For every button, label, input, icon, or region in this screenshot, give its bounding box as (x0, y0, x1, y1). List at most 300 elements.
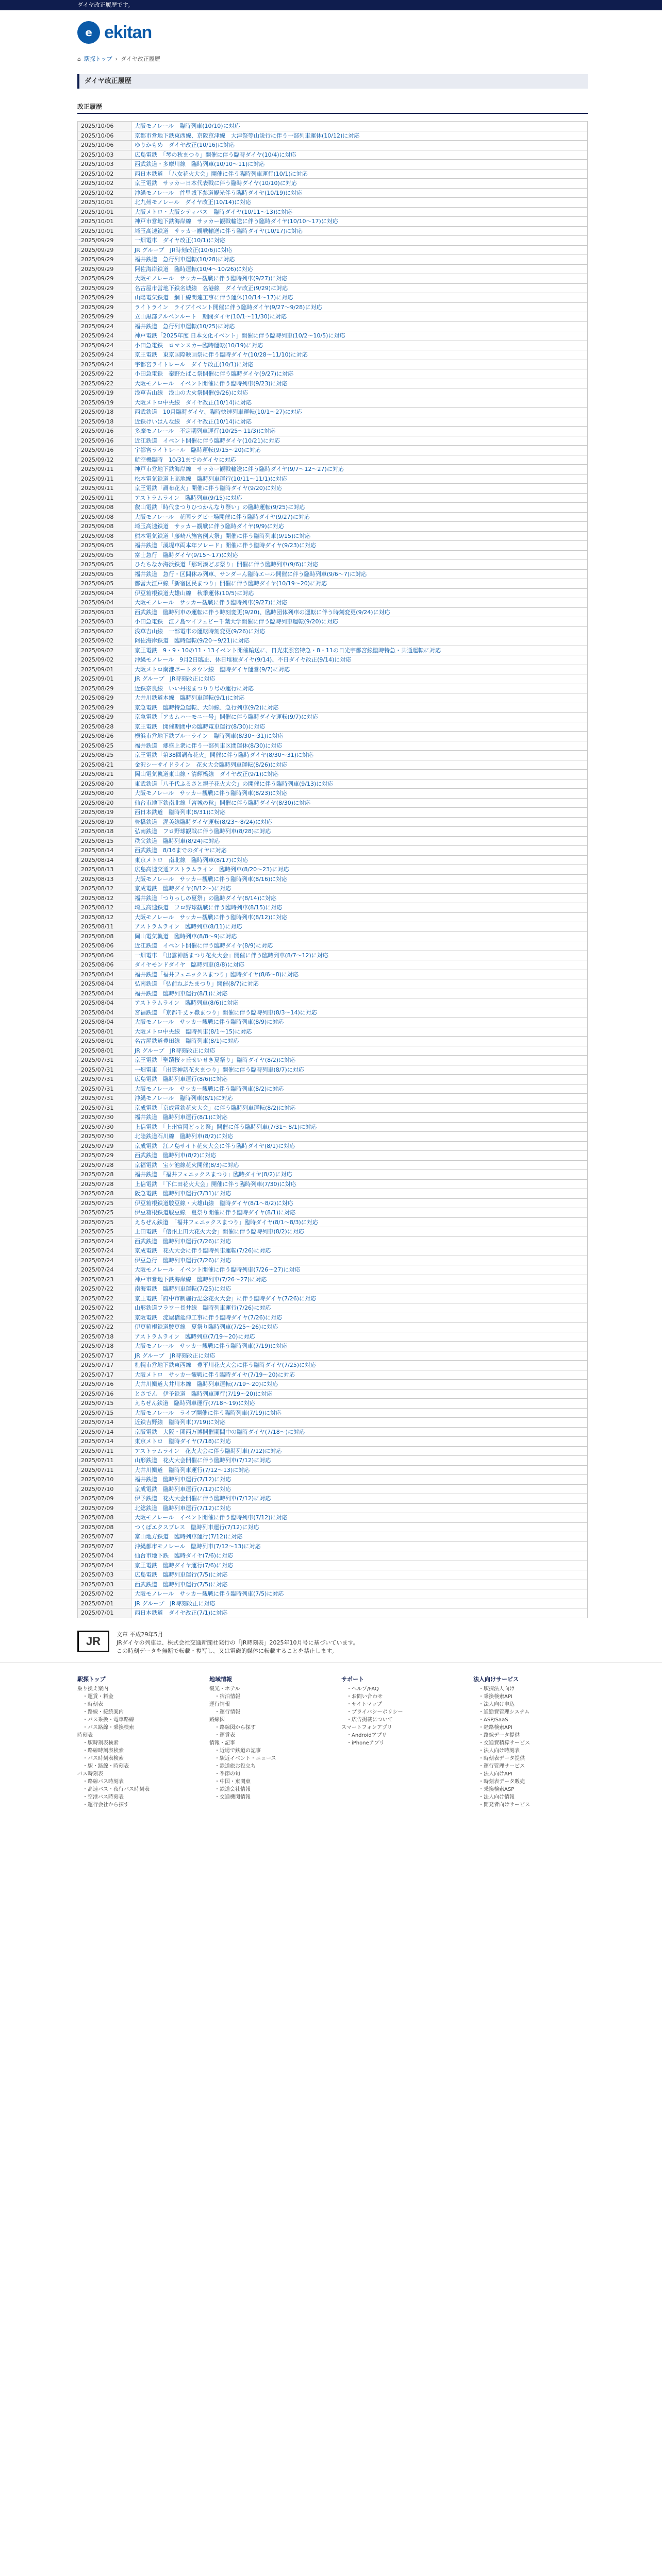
revision-link[interactable]: 富士急行 臨時ダイヤ(9/15～17)に対応 (135, 551, 239, 558)
revision-description (131, 674, 588, 684)
footer-link[interactable]: ・路線データ提供 (478, 1732, 520, 1738)
revision-link[interactable]: アストラムライン 臨時列車(8/11)に対応 (135, 923, 242, 930)
revision-link[interactable]: 大阪モノレール サッカー観戦に伴う臨時列車(8/9)に対応 (135, 1019, 284, 1026)
revision-link[interactable]: 京阪電鉄 淀屋橋延伸工事に伴う臨時ダイヤ(7/26)に対応 (135, 1314, 283, 1321)
revision-link[interactable]: 札幌市営地下鉄東西線 豊平川花火大会に伴う臨時ダイヤ(7/25)に対応 (135, 1362, 317, 1369)
revision-link[interactable]: 北総鉄道 臨時列車運行(7/12)に対応 (135, 1504, 231, 1512)
footer-link[interactable]: ・空港バス時刻表 (82, 1794, 124, 1800)
revision-link[interactable]: 都営大江戸線「新宿区民まつり」開催に伴う臨時ダイヤ(10/19～20)に対応 (135, 580, 327, 587)
revision-link[interactable]: 大阪モノレール イベント開催に伴う臨時列車(9/23)に対応 (135, 380, 288, 387)
revision-link[interactable]: 京王電鉄 サッカー日本代表戦に伴う臨時ダイヤ(10/10)に対応 (135, 180, 297, 187)
footer-column-title[interactable]: 法人向けサービス (473, 1675, 519, 1683)
revision-date: 2025/08/14 (78, 855, 131, 865)
revision-description (131, 760, 588, 770)
revision-link[interactable]: 広島電鉄 臨時列車運行(7/5)に対応 (135, 1571, 228, 1579)
footer-link[interactable]: ・交通費精算サービス (478, 1740, 530, 1746)
revision-link[interactable]: 埼玉高速鉄道 サッカー観戦に伴う臨時ダイヤ(9/9)に対応 (135, 523, 284, 530)
revision-link[interactable]: 大阪モノレール 臨時列車(10/10)に対応 (135, 123, 240, 130)
revision-link[interactable]: 大阪モノレール イベント開催に伴う臨時列車(7/26～27)に対応 (135, 1266, 301, 1274)
revision-link[interactable]: ダイヤモンドダイヤ 臨時列車(8/8)に対応 (135, 961, 244, 969)
revision-link[interactable]: 京都市営地下鉄東西線、京阪京津線 大津祭等山説行に伴う一部列車運休(10/12)に対応 (135, 132, 360, 139)
revision-link[interactable]: JR グループ JR時刻改正(10/6)に対応 (135, 246, 233, 253)
revision-description (131, 207, 588, 217)
ekitan-logo-text[interactable]: ekitan (104, 22, 152, 42)
revision-description (131, 455, 588, 465)
table-row (78, 693, 588, 703)
revision-link[interactable]: 西武鉄道 臨時列車運行(7/26)に対応 (135, 1238, 231, 1245)
footer-column-title[interactable]: サポート (341, 1675, 364, 1683)
revision-link[interactable]: 福井鉄道 臨時列車運行(7/12)に対応 (135, 1476, 231, 1483)
revision-link[interactable]: 伊豆急行 臨時列車運行(7/26)に対応 (135, 1257, 231, 1264)
revision-link[interactable]: 多摩モノレール 不定期列車運行(10/25～11/3)に対応 (135, 428, 276, 435)
revision-link[interactable]: 京成電鉄 花火大会に伴う臨時列車運転(7/26)に対応 (135, 1247, 271, 1255)
revision-link[interactable]: 大阪モノレール 花園ラグビー場開催に伴う臨時ダイヤ(9/27)に対応 (135, 513, 310, 520)
revision-description (131, 312, 588, 322)
revision-link[interactable]: 沖縄モノレール 首里城下参道観光伴う臨時ダイヤ(10/19)に対応 (135, 189, 303, 196)
footer-link[interactable]: ・高速バス・夜行バス時刻表 (82, 1786, 150, 1792)
revision-link[interactable]: 大阪モノレール サッカー観戦に伴う臨時列車(7/5)に対応 (135, 1590, 284, 1598)
revision-link[interactable]: 沖縄モノレール 臨時列車(8/1)に対応 (135, 1095, 233, 1102)
table-row (78, 1313, 588, 1323)
revision-link[interactable]: 福井鉄道 郷盛上衆に伴う一部列車区間運休(8/30)に対応 (135, 742, 283, 749)
revision-link[interactable]: 大阪モノレール ライブ開催に伴う臨時列車(7/19)に対応 (135, 1409, 282, 1416)
table-row (78, 550, 588, 560)
revision-link[interactable]: 広島高速交通アストラムライン 臨時列車(8/20～23)に対応 (135, 866, 289, 873)
revision-link[interactable]: 西日本鉄道 「八女花火大会」開催に伴う臨時列車運行(10/1)に対応 (135, 170, 308, 177)
revision-link[interactable]: 大阪モノレール サッカー観戦に伴う臨時列車(7/19)に対応 (135, 1343, 288, 1350)
footer-link[interactable]: ・法人向け時刻表 (478, 1748, 520, 1754)
table-row (78, 569, 588, 579)
footer-link[interactable]: ・時刻表データ販売 (478, 1778, 525, 1785)
revision-date: 2025/09/04 (78, 598, 131, 608)
footer-link[interactable]: ・交通機関情報 (214, 1794, 251, 1800)
footer-link[interactable]: ・ASP/SaaS (478, 1717, 508, 1723)
footer-link[interactable]: ・運賃・料金 (82, 1693, 113, 1700)
revision-link[interactable]: 東京メトロ 南北線 臨時列車(8/17)に対応 (135, 856, 249, 863)
revision-link[interactable]: 大阪メトロ中央線 臨時列車(8/1～15)に対応 (135, 1028, 252, 1035)
footer-link[interactable]: ・開発者向けサービス (478, 1802, 530, 1808)
footer-link[interactable]: ・バス乗換・電車路線 (82, 1717, 134, 1723)
revision-description (131, 1056, 588, 1065)
revision-description (131, 474, 588, 484)
footer-link[interactable]: ・通勤費管理システム (478, 1709, 529, 1715)
revision-link[interactable]: 福井鉄道「つりっしの夏祭」の臨時ダイヤ(8/14)に対応 (135, 894, 277, 902)
footer-link[interactable]: ・路線時刻表検索 (82, 1748, 124, 1754)
table-row (78, 1323, 588, 1332)
footer-link[interactable]: ・路線図から探す (214, 1724, 256, 1731)
footer-link[interactable]: ・運行管理サービス (478, 1763, 525, 1769)
revision-date: 2025/07/30 (78, 1122, 131, 1132)
revision-link[interactable]: 大阪モノレール サッカー観戦に伴う臨時列車(8/16)に対応 (135, 875, 288, 883)
revision-link[interactable]: 小田急電鉄 秦野たばこ祭開催に伴う臨時ダイヤ(9/27)に対応 (135, 370, 294, 378)
footer-link[interactable]: ・お問い合わせ (346, 1693, 383, 1700)
revision-link[interactable]: 富山地方鉄道 臨時列車運行(7/12)に対応 (135, 1533, 243, 1540)
table-row (78, 1513, 588, 1523)
revision-link[interactable]: JR グループ JR時刻改正に対応 (135, 1352, 216, 1359)
revision-link[interactable]: 宇都宮ライトレール ダイヤ改正(10/1)に対応 (135, 361, 254, 368)
revision-link[interactable]: 沖縄モノレール 9月2日臨止、休日堆積ダイヤ(9/14)、不日ダイヤ改正(9/14)に対応 (135, 656, 352, 664)
revision-link[interactable]: えちぜん鉄道 臨時列車運行(7/18～19)に対応 (135, 1400, 255, 1407)
revision-link[interactable]: 小田急電鉄 ロマンスカー臨時運転(10/19)に対応 (135, 342, 263, 349)
revision-link[interactable]: 福井鉄道 「福井フェニックスまつり」臨時ダイヤ(8/2)に対応 (135, 1171, 292, 1178)
footer-link[interactable]: ・駅近イベント・ニュース (214, 1755, 276, 1761)
revision-link[interactable]: 一畑電車 「出雲神話花火まつり」開催に伴う臨時列車(8/7)に対応 (135, 1066, 304, 1073)
revision-link[interactable]: 埼玉高速鉄道 サッカー観戦輸送に伴う臨時ダイヤ(10/17)に対応 (135, 227, 303, 234)
revision-link[interactable]: 阿佐海岸鉄道 臨時運転(10/4～10/26)に対応 (135, 265, 253, 273)
revision-link[interactable]: 阿佐海岸鉄道 臨時運転(9/20～9/21)に対応 (135, 637, 250, 645)
footer-link[interactable]: ・駅探法人向け (478, 1686, 515, 1692)
revision-link[interactable]: 秩父鉄道 臨時列車(8/24)に対応 (135, 837, 220, 844)
footer-link[interactable]: ・乗換検索ASP (478, 1786, 515, 1792)
revision-link[interactable]: 浅草吉山線 浅山の大火祭開催(9/26)に対応 (135, 389, 249, 397)
revision-description (131, 598, 588, 608)
footer-link[interactable]: ・乗換検索API (478, 1693, 512, 1700)
footer-link[interactable]: ・駅・路線・時刻表 (82, 1763, 129, 1769)
revision-description (131, 493, 588, 503)
table-row (78, 1046, 588, 1056)
footer-link[interactable]: ・宿泊情報 (214, 1693, 240, 1700)
footer-link[interactable]: ・法人向け申込 (478, 1701, 515, 1707)
revision-link[interactable]: 横浜市営地下鉄ブルーライン 臨時列車(8/30～31)に対応 (135, 733, 284, 740)
revision-link[interactable]: 大阪モノレール サッカー観戦に伴う臨時列車(8/23)に対応 (135, 790, 288, 797)
revision-link[interactable]: 大阪メトロ南港ポートタウン線 臨時ダイヤ運営(9/7)に対応 (135, 666, 290, 673)
revision-link[interactable]: 熊本電気鉄道「藤崎八旛宮例大祭」開催に伴う臨時列車(9/15)に対応 (135, 532, 311, 539)
revision-description (131, 283, 588, 293)
footer-link[interactable]: ・季節の旬 (214, 1771, 240, 1777)
revision-link[interactable]: 上田電鉄 「信州上田大花火大会」開催に伴う臨時列車(8/2)に対応 (135, 1228, 304, 1235)
revision-link[interactable]: ライトライン ライブイベント開催に伴う臨時ダイヤ(9/27～9/28)に対応 (135, 303, 322, 311)
revision-date: 2025/09/22 (78, 369, 131, 379)
table-row (78, 1389, 588, 1399)
revision-link[interactable]: 京王電鉄「聖蹟桜ヶ丘せいせき夏祭り」臨時ダイヤ(8/2)に対応 (135, 1057, 296, 1064)
revision-link[interactable]: 大阪モノレール サッカー観戦に伴う臨時列車(8/2)に対応 (135, 1085, 284, 1092)
revision-description (131, 1198, 588, 1208)
revision-link[interactable]: 広島電鉄 臨時列車運行(8/6)に対応 (135, 1076, 228, 1083)
footer-link[interactable]: ・iPhoneアプリ (346, 1740, 385, 1746)
revision-link[interactable]: 京王電鉄「第38回調布花火」開催に伴う臨時ダイヤ(8/30～31)に対応 (135, 752, 314, 759)
revision-link[interactable]: ひたちなか海浜鉄道「那珂湊どぶ祭り」開催に伴う臨時列車(9/6)に対応 (135, 561, 319, 568)
footer-column-title[interactable]: 地域情報 (209, 1675, 232, 1683)
revision-link[interactable]: 京急電鉄「アカムハーモニー号」開催に伴う臨時ダイヤ運転(9/7)に対応 (135, 714, 318, 721)
revision-description (131, 846, 588, 856)
revision-description (131, 264, 588, 274)
revision-description (131, 732, 588, 741)
revision-date: 2025/07/31 (78, 1103, 131, 1113)
revision-link[interactable]: 京王電鉄「調布花火」開催に伴う臨時ダイヤ(9/20)に対応 (135, 485, 283, 492)
revision-link[interactable]: JR グループ JR時刻改正に対応 (135, 1600, 216, 1607)
revision-link[interactable]: 大阪モノレール サッカー観戦に伴う臨時列車(9/27)に対応 (135, 599, 288, 606)
revision-link[interactable]: 伊豆箱根鉄道駿豆線・大雄山線 臨時ダイヤ(8/1～8/2)に対応 (135, 1199, 293, 1207)
footer-link[interactable]: ・路線・接続案内 (82, 1709, 124, 1715)
revision-date: 2025/07/31 (78, 1065, 131, 1075)
revision-description (131, 1084, 588, 1094)
footer-link[interactable]: ・経路検索API (478, 1724, 512, 1731)
revision-link[interactable]: 叡山電鉄「時代まつりひつかんなり祭い」の臨時運転(9/25)に対応 (135, 504, 305, 511)
revision-link[interactable]: ゆりかもめ ダイヤ改正(10/16)に対応 (135, 142, 235, 149)
footer-link[interactable]: ・サイトマップ (346, 1701, 382, 1707)
revision-date: 2025/08/19 (78, 808, 131, 818)
footer-link[interactable]: ・バス路線・乗換検索 (82, 1724, 134, 1731)
revision-link[interactable]: 近鉄吉野線 臨時列車(7/19)に対応 (135, 1419, 226, 1426)
revision-link[interactable]: 京王電鉄 東京国際映画祭に伴う臨時ダイヤ(10/28～11/10)に対応 (135, 351, 308, 359)
revision-link[interactable]: とさでん 伊予鉄道 臨時列車運行(7/19～20)に対応 (135, 1390, 273, 1397)
footer-link[interactable]: ・時刻表データ提供 (478, 1755, 525, 1761)
footer-link[interactable]: ・中国・東関東 (214, 1778, 251, 1785)
revision-link[interactable]: 弘南鉄道 「弘前ねぷたまつり」開催(8/7)に対応 (135, 980, 259, 988)
revision-link[interactable]: 西日本鉄道 ダイヤ改正(7/1)に対応 (135, 1609, 228, 1617)
revision-description (131, 1132, 588, 1142)
revision-link[interactable]: 京急電鉄 臨時特急運転、大師線、急行列車(9/2)に対応 (135, 704, 279, 711)
revision-description (131, 1208, 588, 1218)
revision-link[interactable]: 福井鉄道 臨時列車運行(8/1)に対応 (135, 1114, 228, 1121)
revision-link[interactable]: 伊豆箱根鉄道駿豆線 夏祭り臨時列車(7/25～26)に対応 (135, 1324, 278, 1331)
revision-link[interactable]: 西武鉄道 臨時列車運行(7/5)に対応 (135, 1581, 228, 1588)
revision-link[interactable]: 大阪メトロ中央線 ダイヤ改正(10/14)に対応 (135, 399, 252, 406)
footer-link[interactable]: ・近場で鉄道の記事 (214, 1748, 261, 1754)
revision-link[interactable]: 弘南鉄道 フロ野球観戦に伴う臨時列車(8/28)に対応 (135, 828, 271, 835)
revision-date: 2025/09/19 (78, 398, 131, 408)
revision-link[interactable]: 京王電鉄 臨時ダイヤ運行(7/6)に対応 (135, 1562, 234, 1569)
revision-description (131, 1027, 588, 1037)
table-row (78, 1427, 588, 1437)
revision-link[interactable]: 大阪モノレール サッカー観戦に伴う臨時列車(8/12)に対応 (135, 913, 288, 921)
revision-link[interactable]: 伊豆箱根鉄道大雄山線 秋季運休(10/5)に対応 (135, 589, 254, 597)
table-row (78, 1113, 588, 1123)
footer-link[interactable]: ・法人向け情報 (478, 1794, 515, 1800)
revision-link[interactable]: つくばエクスプレス 臨時列車運行(7/12)に対応 (135, 1523, 259, 1531)
revision-link[interactable]: 西武鉄道 8/16までのダイヤに対応 (135, 847, 227, 854)
revision-date: 2025/09/08 (78, 512, 131, 522)
revision-link[interactable]: 航空機臨時 10/31までのダイヤに対応 (135, 456, 236, 463)
revision-link[interactable]: 伊豆箱根鉄道駿豆線 夏祭り開催に伴う臨時ダイヤ(8/1)に対応 (135, 1209, 296, 1216)
revision-link[interactable]: 近江鉄道 イベント開催に伴う臨時ダイヤ(10/21)に対応 (135, 437, 280, 444)
revision-description (131, 141, 588, 150)
revision-link[interactable]: 大阪モノレール サッカー観戦に伴う臨時列車(9/27)に対応 (135, 275, 288, 282)
revision-link[interactable]: 京王電鉄「府中市制施行記念花火大会」に伴う臨時ダイヤ(7/26)に対応 (135, 1295, 317, 1302)
revision-link[interactable]: 京福電鉄 宝ケ池線花火開催(8/3)に対応 (135, 1161, 239, 1168)
footer-link[interactable]: ・鉄道会社情報 (214, 1786, 251, 1792)
revision-link[interactable]: 岡山電気軌道東山線・清輝橋線 ダイヤ改正(9/1)に対応 (135, 771, 279, 778)
revision-link[interactable]: 大井川鉄道本線 臨時列車運転(9/1)に対応 (135, 694, 245, 702)
revision-link[interactable]: JR グループ JR時刻改正に対応 (135, 1047, 216, 1054)
revision-date: 2025/07/28 (78, 1170, 131, 1180)
revision-link[interactable]: 神戸電鉄「2025年度 日本文化イベント」開催に伴う臨時列車(10/2～10/5)に対応 (135, 332, 345, 340)
revision-link[interactable]: 広島電鉄 「琴の秋まつり」開催に伴う臨時ダイヤ(10/4)に対応 (135, 151, 296, 158)
revision-link[interactable]: 西武鉄道 臨時列車(8/2)に対応 (135, 1152, 217, 1159)
revision-link[interactable]: 宮福鉄道 「京都千丈ヶ嶽まつり」開催に伴う臨時列車(8/3～14)に対応 (135, 1009, 317, 1016)
revision-link[interactable]: アストラムライン 花火大会に伴う臨時列車(7/12)に対応 (135, 1447, 282, 1454)
footer-link[interactable]: 路線図 (209, 1717, 225, 1723)
revision-link[interactable]: 山形鉄道フラワー長井線 臨時列車運行(7/26)に対応 (135, 1304, 271, 1312)
revision-date: 2025/08/13 (78, 874, 131, 884)
revision-link[interactable]: 福井鉄道 急行・区間休み列車、サンダーん臨時エール開催に伴う臨時列車(9/6～7)に対応 (135, 570, 367, 578)
revision-link[interactable]: 神戸市営地下鉄海岸線 サッカー観戦輸送に伴う臨時ダイヤ(9/7～12～27)に対応 (135, 466, 344, 473)
revision-date: 2025/07/25 (78, 1208, 131, 1218)
revision-description (131, 1551, 588, 1561)
footer-link[interactable]: 乗り換え案内 (77, 1686, 108, 1692)
revision-description (131, 1399, 588, 1409)
revision-date: 2025/09/11 (78, 484, 131, 494)
footer-link[interactable]: ・路線バス時刻表 (82, 1778, 124, 1785)
revision-link[interactable]: 一畑電車 ダイヤ改正(10/1)に対応 (135, 237, 226, 244)
footer-link[interactable]: ・駅時刻表検索 (82, 1740, 119, 1746)
revision-date: 2025/09/24 (78, 341, 131, 350)
footer-column-title[interactable]: 駅探トップ (77, 1675, 106, 1683)
footer-link[interactable]: ・ヘルプ/FAQ (346, 1686, 379, 1692)
revision-link[interactable]: 大井川鐵道大井川本線 臨時列車運転(7/19～20)に対応 (135, 1381, 278, 1388)
revision-description (131, 503, 588, 513)
revision-link[interactable]: 福井鉄道 臨時列車運行(8/1)に対応 (135, 990, 228, 997)
revision-link[interactable]: 岡山電気軌道 臨時列車(8/8～9)に対応 (135, 933, 237, 940)
revision-link[interactable]: えちぜん鉄道 「福井フェニックスまつり」臨時ダイヤ(8/1～8/3)に対応 (135, 1218, 318, 1226)
revision-description (131, 579, 588, 589)
footer-link[interactable]: ・法人向けAPI (478, 1771, 512, 1777)
revision-description (131, 693, 588, 703)
revision-link[interactable]: 名古屋市営地下鉄名城線 名港線 ダイヤ改正(9/29)に対応 (135, 284, 288, 292)
revision-link[interactable]: 東武鉄道「八千代ふるさと親子花火大会」の開催に伴う臨時列車(9/13)に対応 (135, 780, 334, 787)
revision-date: 2025/09/29 (78, 255, 131, 265)
footer-link[interactable]: バス時刻表 (77, 1771, 103, 1777)
revision-link[interactable]: 大阪モノレール イベント開催に伴う臨時列車(7/12)に対応 (135, 1514, 288, 1521)
revision-description (131, 1246, 588, 1256)
revision-link[interactable]: 京成電鉄 臨時列車運行(7/12)に対応 (135, 1485, 231, 1493)
footer-link[interactable]: スマートフォンアプリ (341, 1724, 392, 1731)
revision-link[interactable]: 福井鉄道「福井フェニックスまつり」臨時ダイヤ(8/6～8)に対応 (135, 971, 299, 978)
revision-description (131, 1323, 588, 1332)
revision-link[interactable]: 西武鉄道・多摩川線 臨時列車(10/10～11)に対応 (135, 161, 265, 168)
revision-link[interactable]: 松本電気鉄道上高地線 臨時列車運行(10/11～11/1)に対応 (135, 475, 287, 482)
revision-link[interactable]: 大井川鐵道 臨時列車運行(7/12～13)に対応 (135, 1466, 250, 1473)
revision-link[interactable]: 近鉄けいはんな線 ダイヤ改正(10/14)に対応 (135, 418, 252, 425)
revision-link[interactable]: 福井鉄道 急行列車運転(10/25)に対応 (135, 323, 235, 330)
footer-link[interactable]: ・プライバシーポリシー (346, 1709, 403, 1715)
footer-link[interactable]: ・バス時刻表検索 (82, 1755, 124, 1761)
ekitan-logo-icon[interactable]: e (77, 21, 100, 44)
revision-description (131, 226, 588, 236)
footer-link[interactable]: 情報・記事 (209, 1740, 235, 1746)
revision-date: 2025/07/07 (78, 1541, 131, 1551)
table-row (78, 1589, 588, 1599)
revision-link[interactable]: 仙台市地下鉄 臨時ダイヤ(7/6)に対応 (135, 1552, 234, 1560)
revision-link[interactable]: 名古屋鉄道豊田線 臨時列車(8/1)に対応 (135, 1038, 239, 1045)
revision-link[interactable]: 南海電鉄 臨時列車運転(7/25)に対応 (135, 1285, 231, 1293)
footer-link[interactable]: ・鉄道旅お役立ち (214, 1763, 256, 1769)
revision-link[interactable]: 近江鉄道 イベント開催に伴う臨時ダイヤ(8/9)に対応 (135, 942, 273, 950)
revision-link[interactable]: 豊橋鉄道 渥美線臨時ダイヤ運転(8/23～8/24)に対応 (135, 818, 272, 825)
footer-link[interactable]: ・時刻表 (82, 1701, 103, 1707)
revision-link[interactable]: 仙台市地下鉄南北線「宮城の秋」開催に伴う臨時ダイヤ(8/30)に対応 (135, 799, 311, 806)
table-row (78, 1475, 588, 1485)
revision-description (131, 1332, 588, 1342)
footer-link[interactable]: 時刻表 (77, 1732, 93, 1738)
revision-date: 2025/08/18 (78, 827, 131, 837)
revision-link[interactable]: 浅草吉山線 一部電車の運転時刻変更(9/26)に対応 (135, 628, 266, 635)
table-row (78, 1151, 588, 1161)
footer-link[interactable]: ・運行情報 (214, 1709, 240, 1715)
revision-date: 2025/10/01 (78, 207, 131, 217)
revision-link[interactable]: 神戸市営地下鉄海岸線 サッカー観戦輸送に伴う臨時ダイヤ(10/10～17)に対応 (135, 218, 338, 225)
revision-link[interactable]: 上信電鉄 「上州富岡どっと祭」開催に伴う臨時列車(7/31～8/1)に対応 (135, 1123, 317, 1130)
revision-link[interactable]: 東京メトロ 臨時ダイヤ(7/18)に対応 (135, 1438, 231, 1445)
footer-link[interactable]: ・運賃表 (214, 1732, 235, 1738)
revision-description (131, 1265, 588, 1275)
revision-link[interactable]: 北陸鉄道石川線 臨時列車(8/2)に対応 (135, 1133, 234, 1140)
table-row (78, 1160, 588, 1170)
table-row (78, 1541, 588, 1551)
revision-link[interactable]: 大阪メトロ・大阪シティバス 臨時ダイヤ(10/11～13)に対応 (135, 208, 293, 215)
revision-description (131, 198, 588, 208)
revision-link[interactable]: アストラムライン 臨時列車(8/6)に対応 (135, 999, 239, 1007)
revision-link[interactable]: 京王電鉄 9・9・10の11・13イベント開催輸送に、日光東照宮特急・8・11の日光宇都宮線臨時特急・共通運転に対応 (135, 647, 441, 654)
table-row (78, 417, 588, 427)
revision-link[interactable]: 沖縄都市モノレール 臨時列車(7/12～13)に対応 (135, 1543, 261, 1550)
revision-link[interactable]: JR グループ JR時刻改正に対応 (135, 675, 216, 683)
footer-link[interactable]: ・運行会社から探す (82, 1802, 129, 1808)
footer-link[interactable]: 観光・ホテル (209, 1686, 240, 1692)
revision-link[interactable]: 西武鉄道 臨時列車の運転に伴う時刻変更(9/20)、臨時団体列車の運転に伴う時刻変更(9/24)に対応 (135, 608, 390, 616)
revision-link[interactable]: 大阪メトロ サッカー観戦に伴う臨時ダイヤ(7/19～20)に対応 (135, 1371, 295, 1378)
revision-link[interactable]: 近鉄奈良線 いい丹後まつりり号の運行に対応 (135, 685, 254, 692)
revision-link[interactable]: アストラムライン 臨時列車(7/19～20)に対応 (135, 1333, 255, 1340)
revision-link[interactable]: 福井鉄道「溪堤車両本年ソレード」開催に伴う臨時ダイヤ(9/23)に対応 (135, 542, 317, 549)
note-line-2: JRダイヤの列車は、株式会社交通新聞社発行の「JR時刻表」2025年10月号に基づいています。 (117, 1639, 359, 1646)
footer-link[interactable]: ・広告掲載について (346, 1717, 393, 1723)
revision-link[interactable]: 京成電鉄 江ノ島サイト花火大会に伴う臨時ダイヤ(8/1)に対応 (135, 1142, 295, 1149)
revision-link[interactable]: 宇都宮ライトレール 臨時運転(9/15～20)に対応 (135, 447, 261, 454)
footer-link[interactable]: 運行情報 (209, 1701, 230, 1707)
revision-link[interactable]: 上信電鉄 「下仁田花火大会」開催に伴う臨時列車(7/30)に対応 (135, 1180, 296, 1188)
revision-link[interactable]: 埼玉高速鉄道 フロ野球観戦に伴う臨時列車(8/15)に対応 (135, 904, 283, 911)
table-row (78, 893, 588, 903)
revision-link[interactable]: 阪急電鉄 臨時列車運行(7/31)に対応 (135, 1190, 231, 1197)
breadcrumb-home[interactable]: 駅探トップ (84, 56, 112, 62)
table-row (78, 617, 588, 627)
revision-link[interactable]: 京成電鉄「京成電鉄花火大会」に伴う臨時列車運転(8/2)に対応 (135, 1104, 296, 1111)
revision-description (131, 1456, 588, 1466)
revision-link[interactable]: 北九州モノレール ダイヤ改正(10/14)に対応 (135, 199, 252, 206)
revision-description (131, 1179, 588, 1189)
revision-link[interactable]: 京成電鉄 臨時ダイヤ(8/12～)に対応 (135, 885, 231, 892)
revision-link[interactable]: 京阪電鉄 大阪・関西万博開催期間中の臨時ダイヤ(7/18～)に対応 (135, 1428, 305, 1435)
revision-link[interactable]: 京王電鉄 開催期間中の臨時電車運行(8/30)に対応 (135, 723, 266, 730)
revision-date: 2025/09/08 (78, 522, 131, 532)
revision-link[interactable]: 福井鉄道 急行列車運転(10/28)に対応 (135, 256, 235, 263)
revision-link[interactable]: 金沢シーサイドライン 花火大会臨時列車運転(8/26)に対応 (135, 761, 288, 768)
revision-date: 2025/09/29 (78, 264, 131, 274)
revision-link[interactable]: アストラムライン 臨時列車(9/15)に対応 (135, 494, 242, 501)
table-row (78, 1132, 588, 1142)
table-row (78, 1065, 588, 1075)
revision-description (131, 1151, 588, 1161)
footer-link[interactable]: ・Androidアプリ (346, 1732, 387, 1738)
revision-link[interactable]: 西日本鉄道 臨時列車(8/31)に対応 (135, 809, 226, 816)
revision-link[interactable]: 西武鉄道 10月臨時ダイヤ、臨時快速列車運転(10/1～27)に対応 (135, 409, 302, 416)
table-row (78, 1246, 588, 1256)
table-row (78, 503, 588, 513)
revision-link[interactable]: 山陽電気鉄道 網干線関連工事に伴う運休(10/14～17)に対応 (135, 294, 293, 301)
revision-link[interactable]: 山形鉄道 花火大会開催に伴う臨時列車(7/12)に対応 (135, 1457, 271, 1464)
table-row (78, 817, 588, 827)
revision-date: 2025/09/03 (78, 617, 131, 627)
revision-link[interactable]: 神戸市営地下鉄海岸線 臨時列車(7/26～27)に対応 (135, 1276, 267, 1283)
revision-link[interactable]: 小田急電鉄 江ノ島マイフェビー千葉大学開催に伴う臨時列車運転(9/20)に対応 (135, 618, 338, 625)
revision-link[interactable]: 伊予鉄道 花火大会開催に伴う臨時列車(7/12)に対応 (135, 1495, 271, 1502)
revision-link[interactable]: 立山黒部アルペンルート 期間ダイヤ(10/1～11/30)に対応 (135, 313, 287, 320)
table-row (78, 836, 588, 846)
table-row (78, 989, 588, 998)
revision-link[interactable]: 一畑電車 「出雲神話まつり花火大会」開催に伴う臨時列車(8/7～12)に対応 (135, 952, 328, 959)
table-row (78, 979, 588, 989)
